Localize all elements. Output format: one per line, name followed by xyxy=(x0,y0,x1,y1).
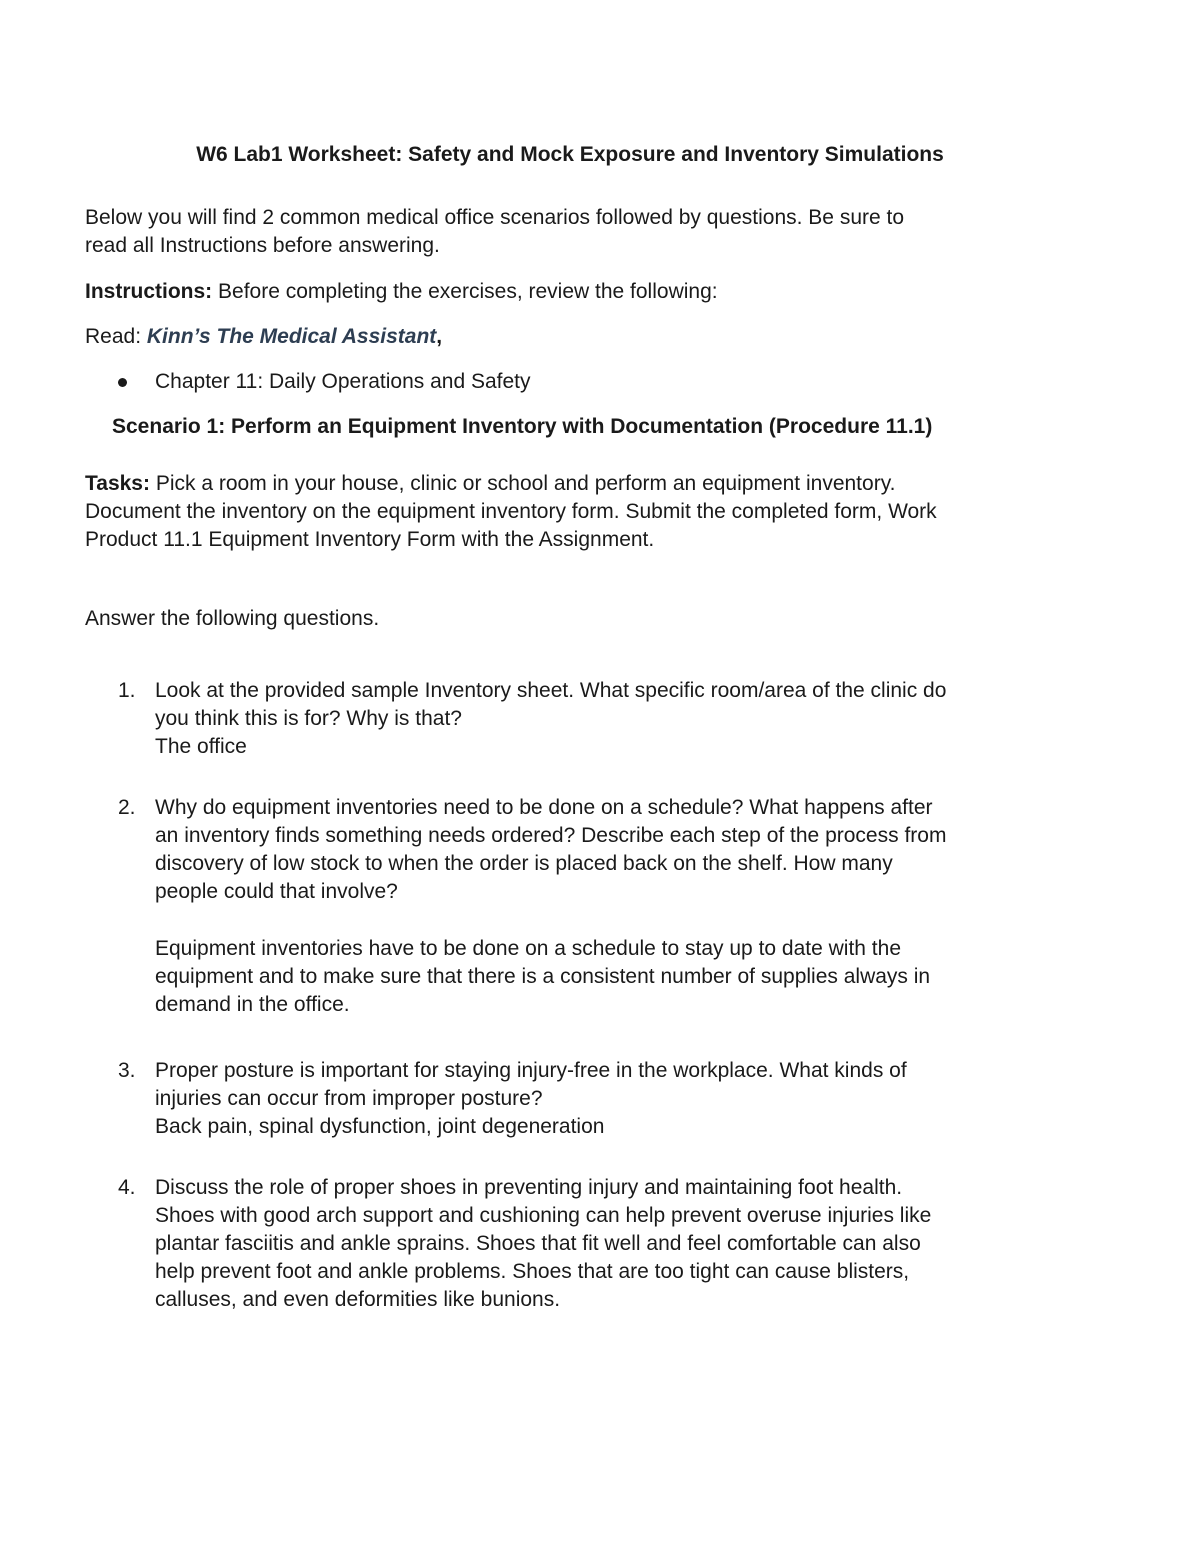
question-body xyxy=(155,794,1055,1019)
question-body xyxy=(155,677,1055,761)
question-line: people could that involve? xyxy=(155,880,398,903)
answer-line: Back pain, spinal dysfunction, joint degeneration xyxy=(155,1115,605,1138)
question-number: 4. xyxy=(118,1176,136,1199)
intro-paragraph xyxy=(85,204,1045,260)
question-line: Discuss the role of proper shoes in preventing injury and maintaining foot health. xyxy=(155,1176,903,1199)
tasks-text: Pick a room in your house, clinic or school and perform an equipment inventory. xyxy=(149,472,896,495)
answer-line: Shoes with good arch support and cushioning can help prevent overuse injuries like xyxy=(155,1204,932,1227)
instructions-label: Instructions: xyxy=(85,280,213,303)
question-number: 2. xyxy=(118,796,136,819)
question-line: Proper posture is important for staying injury-free in the workplace. What kinds of xyxy=(155,1059,907,1082)
tasks-line xyxy=(85,470,1055,498)
intro-line: read all Instructions before answering. xyxy=(85,234,440,257)
question-line: an inventory finds something needs ordered? Describe each step of the process from xyxy=(155,824,947,847)
answer-line: demand in the office. xyxy=(155,993,350,1016)
answer-line: equipment and to make sure that there is a consistent number of supplies always in xyxy=(155,965,931,988)
question-body xyxy=(155,1057,1055,1141)
answer-prompt: Answer the following questions. xyxy=(85,607,380,630)
tasks-paragraph xyxy=(85,470,1055,554)
question-line: injuries can occur from improper posture? xyxy=(155,1087,543,1110)
question-number: 1. xyxy=(118,679,136,702)
answer-line: help prevent foot and ankle problems. Shoes that are too tight can cause blisters, xyxy=(155,1260,910,1283)
question-line: Why do equipment inventories need to be done on a schedule? What happens after xyxy=(155,796,933,819)
question-body xyxy=(155,1174,1055,1314)
question-line: discovery of low stock to when the order is placed back on the shelf. How many xyxy=(155,852,893,875)
instructions-paragraph xyxy=(85,278,718,306)
tasks-line: Document the inventory on the equipment inventory form. Submit the completed form, Work xyxy=(85,500,937,523)
read-label: Read: xyxy=(85,325,147,348)
answer-line: The office xyxy=(155,735,247,758)
instructions-text: Before completing the exercises, review the following: xyxy=(212,280,718,303)
page-title: W6 Lab1 Worksheet: Safety and Mock Exposure and Inventory Simulations xyxy=(196,143,944,166)
bullet-dot-icon xyxy=(118,378,127,387)
question-number: 3. xyxy=(118,1059,136,1082)
answer-line: calluses, and even deformities like bunions. xyxy=(155,1288,561,1311)
bullet-text: Chapter 11: Daily Operations and Safety xyxy=(155,370,531,393)
question-line: Look at the provided sample Inventory sheet. What specific room/area of the clinic do xyxy=(155,679,947,702)
answer-line: plantar fasciitis and ankle sprains. Shoes that fit well and feel comfortable can also xyxy=(155,1232,921,1255)
tasks-label: Tasks: xyxy=(85,472,150,495)
tasks-line: Product 11.1 Equipment Inventory Form with the Assignment. xyxy=(85,528,655,551)
read-suffix: , xyxy=(436,325,443,348)
paragraph-gap xyxy=(155,906,1055,935)
book-title: Kinn’s The Medical Assistant xyxy=(146,325,437,348)
intro-line: Below you will find 2 common medical office scenarios followed by questions. Be sure to xyxy=(85,206,905,229)
question-line: you think this is for? Why is that? xyxy=(155,707,462,730)
read-paragraph xyxy=(85,323,442,351)
answer-line: Equipment inventories have to be done on a schedule to stay up to date with the xyxy=(155,937,902,960)
scenario-heading: Scenario 1: Perform an Equipment Inventory with Documentation (Procedure 11.1) xyxy=(112,415,933,438)
